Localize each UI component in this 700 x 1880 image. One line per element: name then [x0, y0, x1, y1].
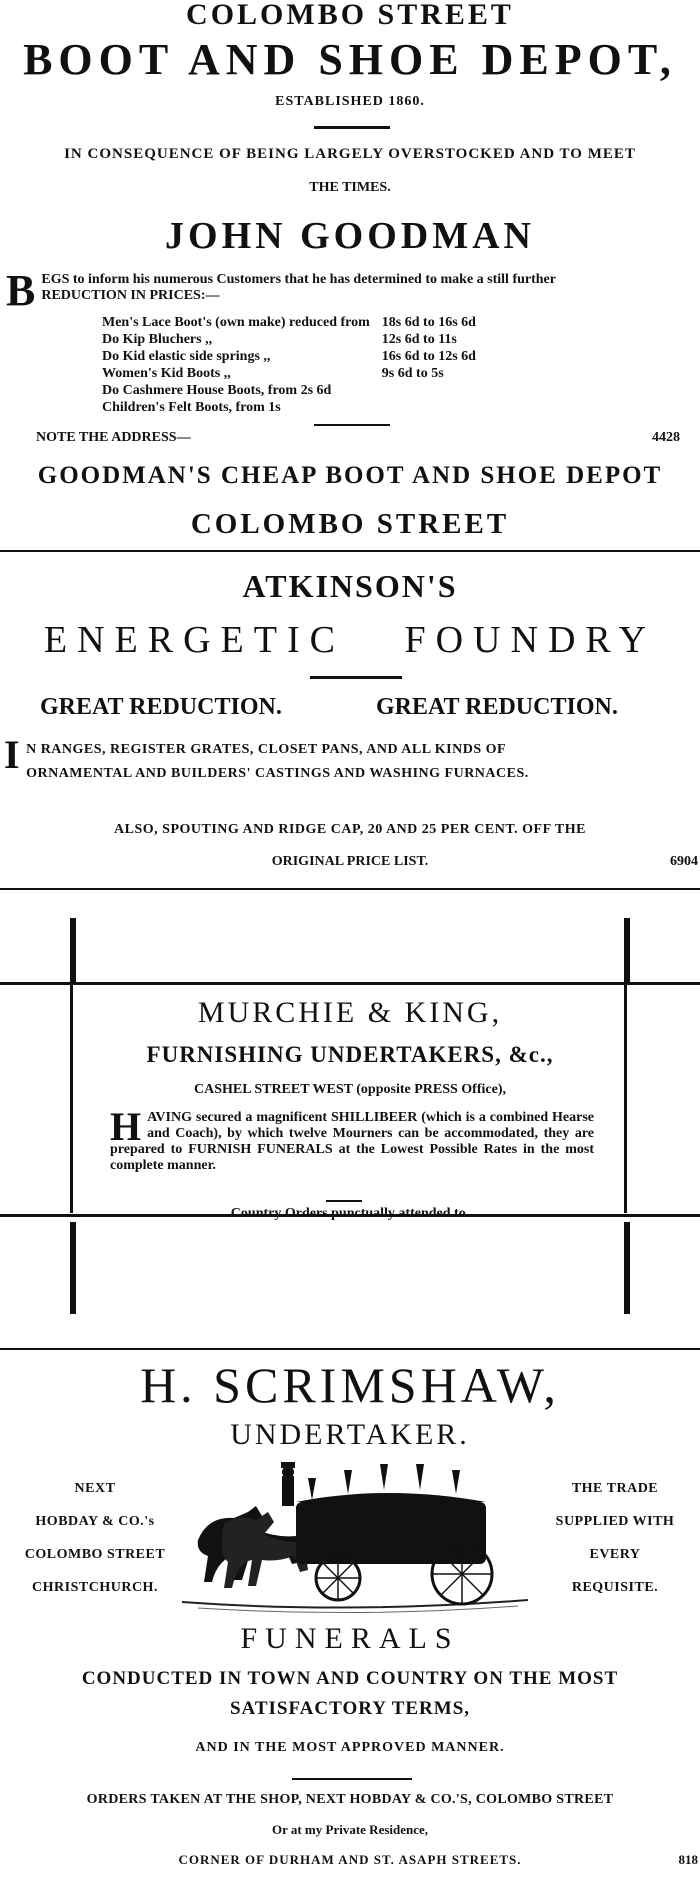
left-line-2: HOBDAY & CO.'s	[35, 1514, 155, 1529]
goodman-intro	[6, 266, 696, 315]
drop-cap: I	[4, 732, 21, 777]
frame-bar	[624, 1222, 630, 1314]
drop-cap: H	[110, 1104, 142, 1149]
murchie-address: CASHEL STREET WEST (opposite PRESS Office),	[194, 1082, 506, 1097]
goodman-street: COLOMBO STREET	[186, 0, 514, 31]
right-line-3: EVERY	[589, 1547, 641, 1562]
goodman-times: THE TIMES.	[309, 180, 391, 195]
scrimshaw-terms: SATISFACTORY TERMS,	[229, 1698, 471, 1719]
atkinson-reduction-2: GREAT REDUCTION.	[376, 694, 618, 720]
atkinson-title: ENERGETIC FOUNDRY	[43, 619, 657, 661]
section-rule	[0, 1348, 700, 1350]
price-item: Women's Kid Boots ,,	[102, 366, 231, 381]
left-line-1: NEXT	[74, 1481, 116, 1496]
murchie-body	[110, 1104, 594, 1174]
atkinson-line-3: ALSO, SPOUTING AND RIDGE CAP, 20 AND 25 PER CENT. OFF THE	[114, 822, 586, 837]
goodman-number: 4428	[652, 430, 680, 445]
hearse-illustration	[178, 1454, 532, 1616]
price-value: 18s 6d to 16s 6d	[381, 315, 476, 330]
scrimshaw-residence: Or at my Private Residence,	[271, 1822, 429, 1837]
price-item: Do Kip Bluchers ,,	[102, 332, 213, 347]
murchie-name: MURCHIE & KING,	[197, 996, 503, 1029]
frame-bar	[70, 1222, 76, 1314]
price-row	[96, 348, 482, 365]
scrimshaw-funerals: FUNERALS	[240, 1622, 460, 1655]
atkinson-reduction-1: GREAT REDUCTION.	[40, 694, 282, 720]
driver	[282, 1476, 294, 1506]
goodman-title: BOOT AND SHOE DEPOT,	[23, 35, 677, 84]
right-line-4: REQUISITE.	[571, 1580, 659, 1595]
price-item: Do Cashmere House Boots, from 2s 6d	[102, 383, 332, 398]
left-line-3: COLOMBO STREET	[24, 1547, 166, 1562]
atkinson-name: ATKINSON'S	[242, 568, 458, 604]
divider	[310, 676, 402, 679]
price-item: Men's Lace Boot's (own make) reduced from	[102, 315, 370, 330]
divider	[314, 126, 390, 129]
price-row	[96, 365, 482, 382]
scrimshaw-left	[0, 1472, 190, 1604]
atkinson-line-1: N RANGES, REGISTER GRATES, CLOSET PANS, AND ALL KINDS OF	[26, 742, 507, 757]
frame-rule	[0, 982, 700, 985]
scrimshaw-conducted: CONDUCTED IN TOWN AND COUNTRY ON THE MOST	[81, 1668, 619, 1689]
scrimshaw-right	[530, 1472, 700, 1604]
right-line-1: THE TRADE	[571, 1481, 659, 1496]
atkinson-body	[4, 732, 698, 786]
price-value: 9s 6d to 5s	[381, 366, 444, 381]
driver-hat	[281, 1462, 295, 1468]
price-value: 12s 6d to 11s	[381, 332, 457, 347]
scrimshaw-corner: CORNER OF DURHAM AND ST. ASAPH STREETS.	[178, 1852, 522, 1867]
right-line-2: SUPPLIED WITH	[555, 1514, 675, 1529]
goodman-consequence: IN CONSEQUENCE OF BEING LARGELY OVERSTOCKED AND TO MEET	[64, 146, 636, 162]
scrimshaw-name: H. SCRIMSHAW,	[140, 1357, 560, 1413]
goodman-footer-1: GOODMAN'S CHEAP BOOT AND SHOE DEPOT	[37, 462, 663, 489]
price-row	[96, 314, 482, 331]
price-row	[96, 382, 482, 399]
price-item: Children's Felt Boots, from 1s	[102, 400, 281, 415]
scrimshaw-manner: AND IN THE MOST APPROVED MANNER.	[195, 1740, 505, 1755]
scrimshaw-orders: ORDERS TAKEN AT THE SHOP, NEXT HOBDAY & CO.'S, COLOMBO STREET	[86, 1792, 614, 1807]
atkinson-line-4: ORIGINAL PRICE LIST.	[271, 854, 429, 869]
section-rule	[0, 550, 700, 552]
goodman-name: JOHN GOODMAN	[165, 215, 535, 257]
murchie-title: FURNISHING UNDERTAKERS, &c.,	[146, 1042, 554, 1067]
frame-bar	[624, 918, 630, 982]
goodman-note: NOTE THE ADDRESS—	[36, 430, 191, 445]
hearse-roof	[296, 1493, 486, 1502]
price-list	[96, 314, 482, 416]
intro-text-2: REDUCTION IN PRICES:—	[41, 288, 220, 303]
hearse-body	[296, 1502, 486, 1564]
divider	[292, 1778, 412, 1780]
left-line-4: CHRISTCHURCH.	[32, 1580, 158, 1595]
drop-cap: B	[6, 266, 36, 315]
murchie-body-text: AVING secured a magnificent SHILLIBEER (which is a combined Hearse and Coach), by which twelve Mourners can be accommodated, they are prepared to FURNISH FUNERALS at the Lowest Possible Rates in the most complete manner.	[110, 1110, 594, 1173]
scrimshaw-title: UNDERTAKER.	[230, 1418, 470, 1451]
price-value: 16s 6d to 12s 6d	[381, 349, 476, 364]
scrimshaw-number: 818	[678, 1852, 698, 1867]
goodman-footer-2: COLOMBO STREET	[190, 508, 510, 540]
intro-text: EGS to inform his numerous Customers that he has determined to make a still further	[41, 272, 556, 287]
price-item: Do Kid elastic side springs ,,	[102, 349, 271, 364]
horse-shape	[222, 1512, 308, 1588]
price-row	[96, 331, 482, 348]
goodman-established: ESTABLISHED 1860.	[275, 94, 425, 109]
atkinson-line-2: ORNAMENTAL AND BUILDERS' CASTINGS AND WASHING FURNACES.	[26, 766, 529, 781]
divider	[326, 1200, 362, 1202]
frame-bar	[70, 918, 76, 982]
murchie-country: Country Orders punctually attended to.	[230, 1206, 470, 1221]
atkinson-number: 6904	[670, 854, 698, 869]
section-rule	[0, 888, 700, 890]
divider	[314, 424, 390, 426]
price-row	[96, 399, 482, 416]
